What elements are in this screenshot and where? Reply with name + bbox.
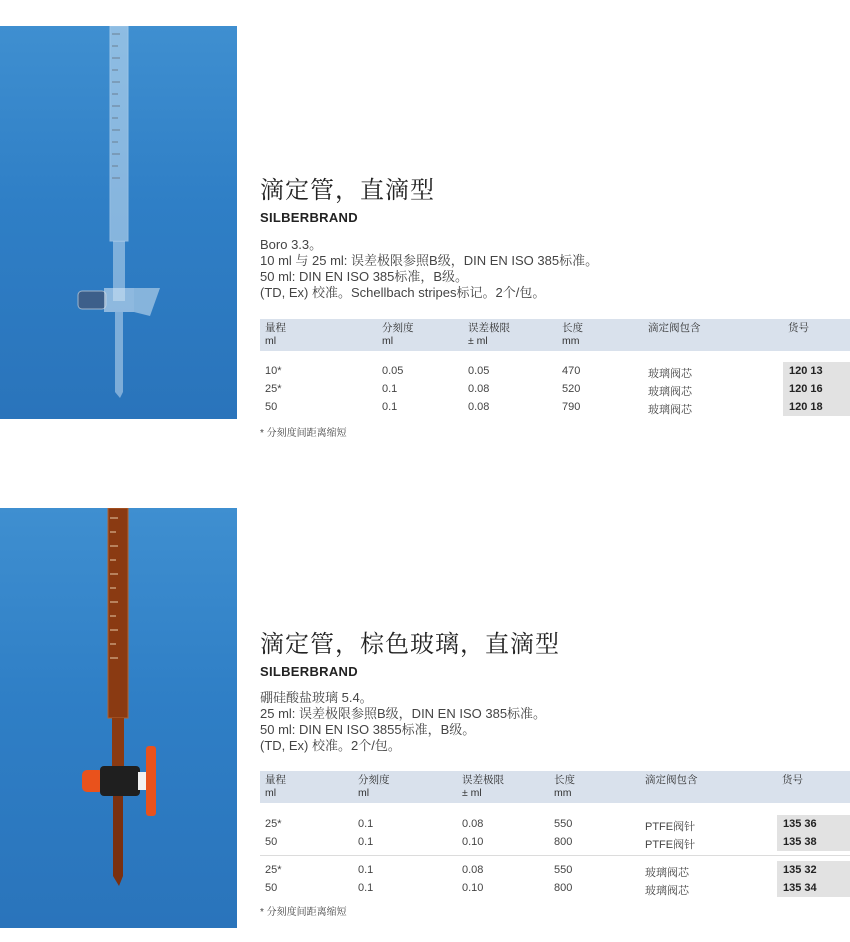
table-row [260, 861, 850, 879]
cell-capacity: 25* [265, 383, 282, 395]
cell-catalog: 135 38 [777, 833, 850, 851]
column-header-capacity: 量程 ml [265, 322, 286, 347]
table-row [260, 380, 850, 398]
product-title: 滴定管，棕色玻璃，直滴型 [260, 631, 560, 658]
column-header-capacity: 量程 ml [265, 774, 286, 799]
cell-tolerance: 0.08 [462, 864, 484, 876]
table-header [260, 319, 850, 351]
cell-graduation: 0.1 [358, 836, 374, 848]
burette-clear-icon [0, 26, 237, 419]
cell-graduation: 0.05 [382, 365, 404, 377]
cell-capacity: 50 [265, 836, 278, 848]
cell-graduation: 0.1 [358, 882, 374, 894]
cell-graduation: 0.1 [358, 864, 374, 876]
column-header-length: 长度 mm [554, 774, 575, 799]
table-row [260, 833, 850, 851]
cell-valve: 玻璃阀芯 [648, 386, 692, 398]
footnote: * 分刻度间距离缩短 [260, 907, 347, 918]
row-group-divider [260, 855, 850, 856]
cell-capacity: 10* [265, 365, 282, 377]
product-description [260, 237, 598, 301]
brand-label: SILBERBRAND [260, 664, 358, 679]
cell-tolerance: 0.08 [468, 383, 490, 395]
description-line: (TD, Ex) 校准。Schellbach stripes标记。2个/包。 [260, 285, 546, 300]
cell-length: 470 [562, 365, 581, 377]
table-row [260, 398, 850, 416]
cell-capacity: 25* [265, 818, 282, 830]
cell-capacity: 25* [265, 864, 282, 876]
footnote: * 分刻度间距离缩短 [260, 428, 347, 439]
description-line: Boro 3.3。 [260, 237, 323, 252]
table-row [260, 815, 850, 833]
description-line: 硼硅酸盐玻璃 5.4。 [260, 690, 373, 705]
column-header-tolerance: 误差极限 ± ml [468, 322, 510, 347]
cell-tolerance: 0.08 [468, 401, 490, 413]
column-header-valve: 滴定阀包含 [645, 774, 698, 786]
cell-valve: 玻璃阀芯 [645, 867, 689, 879]
cell-graduation: 0.1 [382, 383, 398, 395]
cell-tolerance: 0.10 [462, 836, 484, 848]
brand-label: SILBERBRAND [260, 210, 358, 225]
cell-graduation: 0.1 [382, 401, 398, 413]
column-header-valve: 滴定阀包含 [648, 322, 701, 334]
cell-valve: 玻璃阀芯 [648, 404, 692, 416]
cell-tolerance: 0.05 [468, 365, 490, 377]
cell-tolerance: 0.08 [462, 818, 484, 830]
product-title: 滴定管，直滴型 [260, 177, 435, 204]
cell-capacity: 50 [265, 401, 278, 413]
column-header-length: 长度 mm [562, 322, 583, 347]
description-line: 25 ml: 误差极限参照B级，DIN EN ISO 385标准。 [260, 706, 547, 721]
product-description [260, 690, 546, 754]
column-header-graduation: 分刻度 ml [382, 322, 414, 347]
cell-capacity: 50 [265, 882, 278, 894]
table-row [260, 879, 850, 897]
cell-valve: PTFE阀针 [645, 821, 696, 833]
cell-length: 790 [562, 401, 581, 413]
cell-catalog: 135 32 [777, 861, 850, 879]
cell-catalog: 120 18 [783, 398, 850, 416]
description-line: 50 ml: DIN EN ISO 3855标准，B级。 [260, 722, 476, 737]
cell-tolerance: 0.10 [462, 882, 484, 894]
table-row [260, 362, 850, 380]
cell-graduation: 0.1 [358, 818, 374, 830]
cell-valve: 玻璃阀芯 [645, 885, 689, 897]
product-photo-amber-burette [0, 508, 237, 928]
description-line: 50 ml: DIN EN ISO 385标准，B级。 [260, 269, 469, 284]
cell-length: 550 [554, 864, 573, 876]
cell-catalog: 135 36 [777, 815, 850, 833]
description-line: (TD, Ex) 校准。2个/包。 [260, 738, 401, 753]
description-line: 10 ml 与 25 ml: 误差极限参照B级，DIN EN ISO 385标准。 [260, 253, 599, 268]
burette-amber-icon [0, 508, 237, 928]
cell-length: 550 [554, 818, 573, 830]
cell-catalog: 120 16 [783, 380, 850, 398]
cell-catalog: 135 34 [777, 879, 850, 897]
cell-length: 800 [554, 836, 573, 848]
column-header-catalog: 货号 [788, 322, 809, 334]
cell-catalog: 120 13 [783, 362, 850, 380]
product-photo-clear-burette [0, 26, 237, 419]
cell-valve: 玻璃阀芯 [648, 368, 692, 380]
cell-length: 520 [562, 383, 581, 395]
column-header-graduation: 分刻度 ml [358, 774, 390, 799]
cell-length: 800 [554, 882, 573, 894]
column-header-tolerance: 误差极限 ± ml [462, 774, 504, 799]
cell-valve: PTFE阀针 [645, 839, 696, 851]
column-header-catalog: 货号 [782, 774, 803, 786]
table-header [260, 771, 850, 803]
